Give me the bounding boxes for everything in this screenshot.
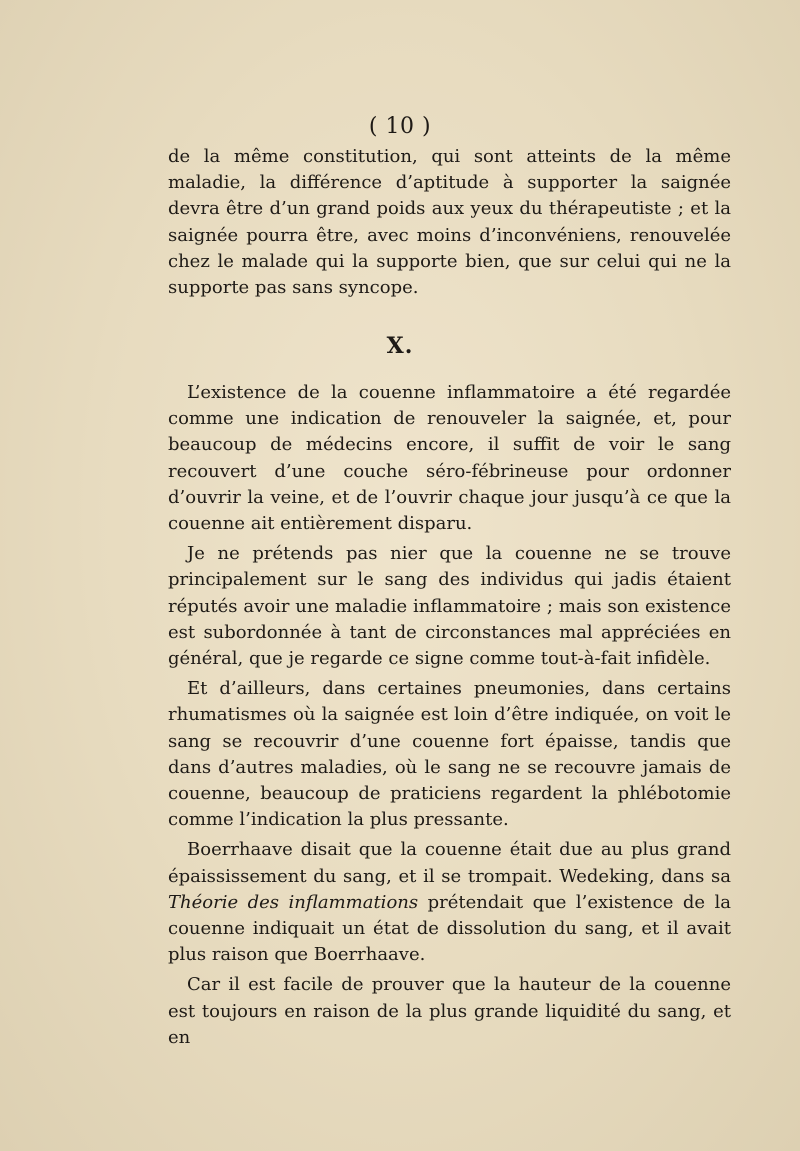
paragraph-couenne-indication: L’existence de la couenne inflammatoire a été regardée comme une indication de renouveler la saignée, et, pour beaucoup de médecins encore, il suffit de voir le sang recouvert d’une couche séro-fébrineuse pour ordonner d’ouvrir la veine, et de l’ouvrir chaque jour jusqu’à ce que la couenne ait entièrement disparu. bbox=[168, 382, 731, 535]
boerrhaave-text-end: prétendait que l’existence de la couenne indiquait un état de dissolution du sang, et il avait plus raison que Boerrhaave. bbox=[168, 891, 732, 966]
main-text-block bbox=[168, 380, 731, 1051]
section-heading: X. bbox=[386, 333, 414, 359]
paragraph-boerrhaave bbox=[168, 837, 731, 968]
paragraph-pneumonies: Et d’ailleurs, dans certaines pneumonies, dans certains rhumatismes où la saignée est loin d’être indiquée, on voit le sang se recouvrir d’une couenne fort épaisse, tandis que dans d’autres maladies, où le sang ne se recouvre jamais de couenne, beaucoup de praticiens regardent la phlébotomie comme l’indication la plus pressante. bbox=[168, 678, 731, 831]
paragraph-liquidite: Car il est facile de prouver que la hauteur de la couenne est toujours en raison de la plus grande liquidité du sang, et en bbox=[168, 974, 731, 1048]
page-number: ( 10 ) bbox=[368, 114, 432, 139]
opening-text-block bbox=[168, 144, 731, 301]
boerrhaave-text-start: Boerrhaave disait que la couenne était due au plus grand épaississement du sang, et il se trompait. Wedeking, dans sa bbox=[168, 839, 731, 887]
paragraph-couenne-subordinate: Je ne prétends pas nier que la couenne ne se trouve principalement sur le sang des individus qui jadis étaient réputés avoir une maladie inflammatoire ; mais son existence est subordonnée à tant de circonstances mal appréciées en général, que je regarde ce signe comme tout-à-fait infidèle. bbox=[168, 543, 731, 670]
book-title-italic: Théorie des inflammations bbox=[168, 891, 419, 913]
opening-paragraph: de la même constitution, qui sont atteints de la même maladie, la différence d’aptitude à supporter la saignée devra être d’un grand poids aux yeux du thérapeutiste ; et la saignée pourra être, avec moins d’inconvéniens, renouvelée chez le malade qui la supporte bien, que sur celui qui ne la supporte pas sans syncope. bbox=[168, 146, 731, 299]
